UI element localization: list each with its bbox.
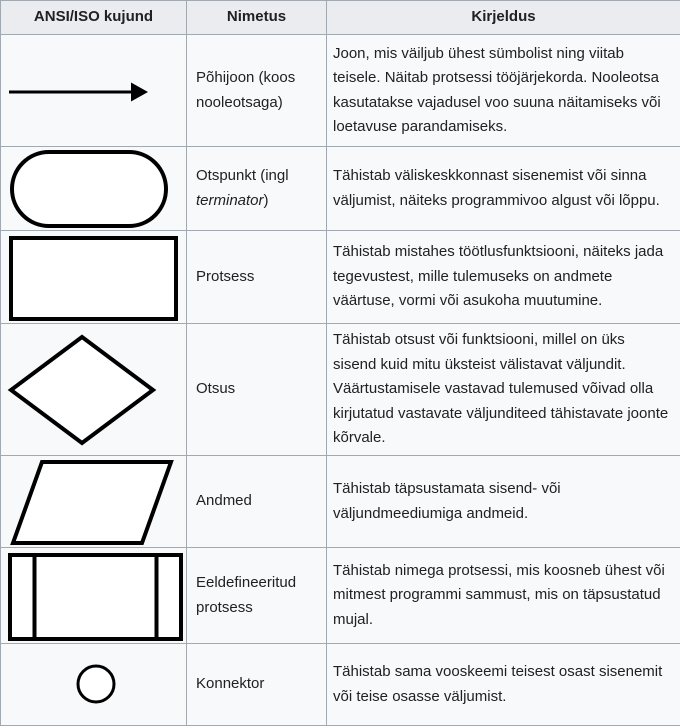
symbol-name: Eeldefineeritud protsess: [187, 548, 327, 644]
symbol-description: Joon, mis väiljub ühest sümbolist ning viitab teisele. Näitab protsessi tööjärjekorda. Nooleotsa kasutatakse vajadusel voo suuna näitamiseks või loetavuse parandamiseks.: [327, 35, 680, 147]
symbol-description: Tähistab väliskeskkonnast sisenemist või sinna väljumist, näiteks programmivoo algust või lõppu.: [327, 147, 680, 231]
shape-cell: [1, 231, 187, 324]
header-shape-column: ANSI/ISO kujund: [1, 1, 187, 35]
table-row-connector: [1, 644, 680, 726]
terminator-stadium-icon: [1, 148, 186, 230]
decision-diamond-icon: [1, 325, 186, 455]
shape-cell: [1, 147, 187, 231]
header-name-column: Nimetus: [187, 1, 327, 35]
symbol-name: [187, 147, 327, 231]
symbol-name: Konnektor: [187, 644, 327, 726]
table-row-process: [1, 231, 680, 324]
symbol-name: Protsess: [187, 231, 327, 324]
shape-cell: [1, 644, 187, 726]
shape-cell: [1, 35, 187, 147]
symbol-name: Andmed: [187, 456, 327, 548]
process-rectangle-icon: [1, 232, 186, 323]
symbol-name: Otsus: [187, 324, 327, 456]
symbol-description: Tähistab mistahes töötlusfunktsiooni, näiteks jada tegevustest, mille tulemuseks on andmete väärtuse, vormi või asukoha muutumine.: [327, 231, 680, 324]
symbol-name-suffix: ): [263, 191, 269, 209]
connector-circle-icon: [1, 645, 186, 725]
predefined-process-icon: [1, 549, 186, 643]
table-row-data: [1, 456, 680, 548]
table-row-predefined-process: [1, 548, 680, 644]
symbol-description: Tähistab sama vooskeemi teisest osast sisenemit või teise osasse väljumist.: [327, 644, 680, 726]
shape-cell: [1, 456, 187, 548]
header-description-column: Kirjeldus: [327, 1, 680, 35]
shape-cell: [1, 548, 187, 644]
table-row-decision: [1, 324, 680, 456]
flow-line-arrow-icon: [1, 36, 186, 146]
symbol-name: Põhijoon (koos nooleotsaga): [187, 35, 327, 147]
shape-cell: [1, 324, 187, 456]
symbol-name-text: Otspunkt (ingl: [196, 167, 289, 185]
symbol-name-italic: terminator: [196, 191, 264, 209]
symbol-description: Tähistab otsust või funktsiooni, millel on üks sisend kuid mitu üksteist välistavat väljundit. Väärtustamisele vastavad tulemused võivad olla kirjutatud vastavate väljunditeed tähistavate joonte kõrvale.: [327, 324, 680, 456]
data-parallelogram-icon: [1, 457, 186, 547]
symbol-description: Tähistab nimega protsessi, mis koosneb ühest või mitmest programmi sammust, mis on täpsustatud mujal.: [327, 548, 680, 644]
symbol-description: Tähistab täpsustamata sisend- või väljundmeediumiga andmeid.: [327, 456, 680, 548]
table-row-terminator: [1, 147, 680, 231]
table-row-flow-line: [1, 35, 680, 147]
header-row: [1, 1, 680, 35]
